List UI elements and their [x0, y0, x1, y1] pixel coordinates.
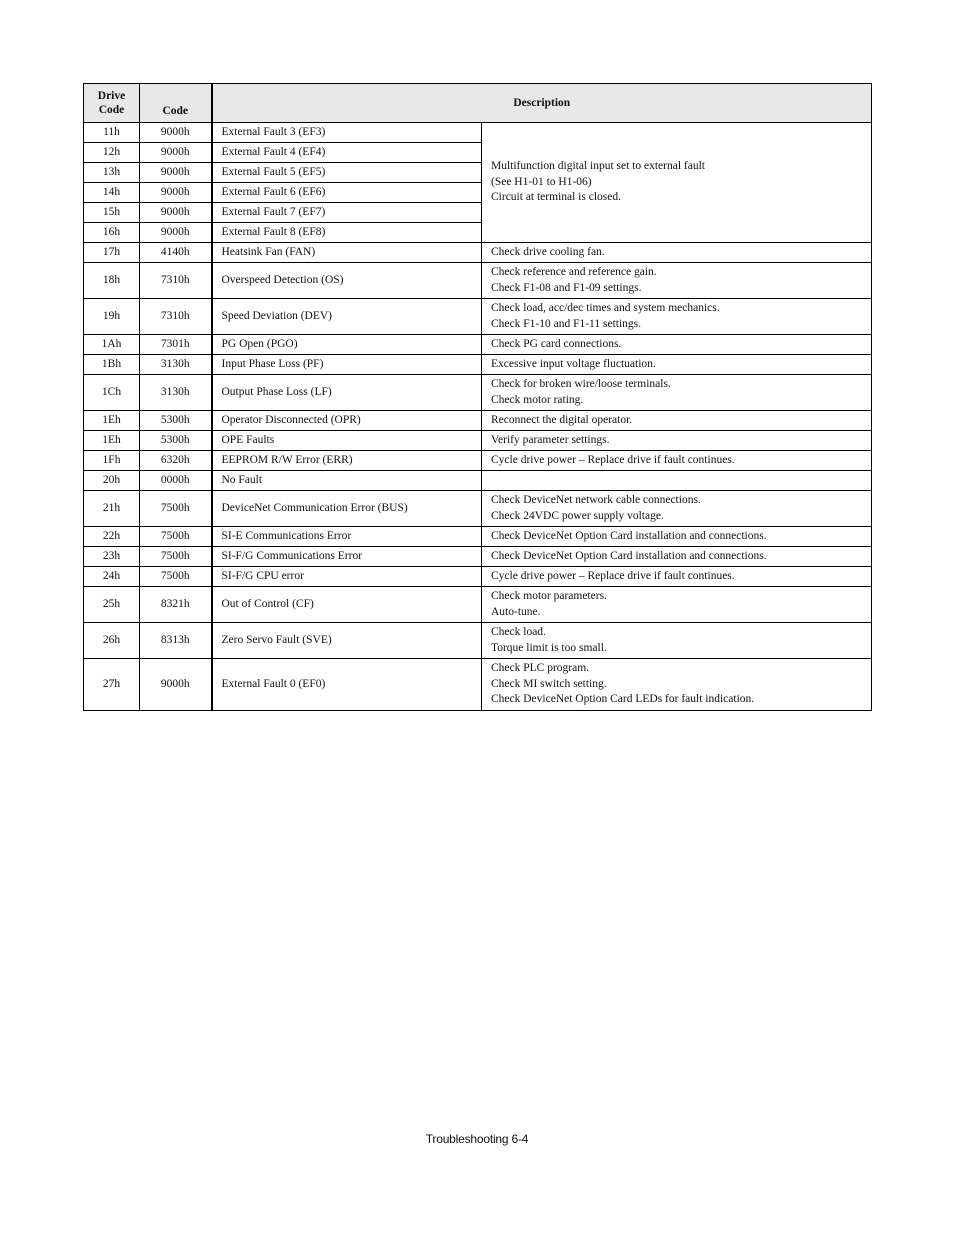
fault-name-cell: Input Phase Loss (PF) [212, 355, 482, 375]
table-row [84, 547, 872, 567]
description-cell: Verify parameter settings. [482, 431, 872, 451]
fault-name-cell: Zero Servo Fault (SVE) [212, 623, 482, 659]
drive-code-cell: 12h [84, 143, 140, 163]
description-cell: Check PLC program. Check MI switch setting. Check DeviceNet Option Card LEDs for fault indication. [482, 659, 872, 711]
code-cell: 5300h [140, 411, 212, 431]
fault-name-cell: SI-F/G Communications Error [212, 547, 482, 567]
description-cell: Cycle drive power – Replace drive if fault continues. [482, 567, 872, 587]
fault-name-cell: OPE Faults [212, 431, 482, 451]
code-cell: 3130h [140, 375, 212, 411]
header-description: Description [212, 84, 872, 123]
table-body [84, 123, 872, 711]
table-row [84, 471, 872, 491]
fault-name-cell: External Fault 7 (EF7) [212, 203, 482, 223]
description-cell: Check DeviceNet network cable connections. Check 24VDC power supply voltage. [482, 491, 872, 527]
description-cell: Cycle drive power – Replace drive if fault continues. [482, 451, 872, 471]
drive-code-cell: 1Eh [84, 411, 140, 431]
fault-code-table [83, 83, 872, 711]
description-cell: Check DeviceNet Option Card installation and connections. [482, 547, 872, 567]
external-fault-description-cell: Multifunction digital input set to external fault (See H1-01 to H1-06) Circuit at terminal is closed. [482, 123, 872, 243]
page-footer: Troubleshooting 6-4 [425, 1132, 529, 1146]
table-row [84, 411, 872, 431]
table-row [84, 659, 872, 711]
fault-name-cell: Operator Disconnected (OPR) [212, 411, 482, 431]
fault-name-cell: PG Open (PGO) [212, 335, 482, 355]
drive-code-cell: 15h [84, 203, 140, 223]
fault-name-cell: Overspeed Detection (OS) [212, 263, 482, 299]
code-cell: 8313h [140, 623, 212, 659]
table-row [84, 355, 872, 375]
table-row [84, 527, 872, 547]
drive-code-cell: 25h [84, 587, 140, 623]
drive-code-cell: 11h [84, 123, 140, 143]
fault-name-cell: External Fault 0 (EF0) [212, 659, 482, 711]
drive-code-cell: 22h [84, 527, 140, 547]
code-cell: 7500h [140, 527, 212, 547]
description-cell: Check for broken wire/loose terminals. Check motor rating. [482, 375, 872, 411]
table-row [84, 567, 872, 587]
drive-code-cell: 16h [84, 223, 140, 243]
code-cell: 9000h [140, 223, 212, 243]
code-cell: 7301h [140, 335, 212, 355]
code-cell: 7500h [140, 491, 212, 527]
table-header-row [84, 84, 872, 123]
code-cell: 9000h [140, 203, 212, 223]
description-cell: Check drive cooling fan. [482, 243, 872, 263]
table-row [84, 335, 872, 355]
fault-name-cell: SI-E Communications Error [212, 527, 482, 547]
fault-name-cell: External Fault 8 (EF8) [212, 223, 482, 243]
code-cell: 8321h [140, 587, 212, 623]
drive-code-cell: 21h [84, 491, 140, 527]
description-cell: Check motor parameters. Auto-tune. [482, 587, 872, 623]
table-row [84, 263, 872, 299]
drive-code-cell: 1Ch [84, 375, 140, 411]
description-cell: Check load. Torque limit is too small. [482, 623, 872, 659]
description-cell: Check DeviceNet Option Card installation and connections. [482, 527, 872, 547]
code-cell: 6320h [140, 451, 212, 471]
fault-name-cell: Speed Deviation (DEV) [212, 299, 482, 335]
table-row [84, 123, 872, 143]
table-row [84, 623, 872, 659]
table-row [84, 375, 872, 411]
code-cell: 9000h [140, 143, 212, 163]
drive-code-cell: 27h [84, 659, 140, 711]
code-cell: 7500h [140, 567, 212, 587]
table-row [84, 491, 872, 527]
table-row [84, 243, 872, 263]
fault-name-cell: Output Phase Loss (LF) [212, 375, 482, 411]
code-cell: 7500h [140, 547, 212, 567]
drive-code-cell: 17h [84, 243, 140, 263]
table-row [84, 431, 872, 451]
code-cell: 5300h [140, 431, 212, 451]
fault-name-cell: Out of Control (CF) [212, 587, 482, 623]
code-cell: 9000h [140, 163, 212, 183]
code-cell: 9000h [140, 183, 212, 203]
fault-name-cell: External Fault 6 (EF6) [212, 183, 482, 203]
drive-code-cell: 23h [84, 547, 140, 567]
code-cell: 7310h [140, 299, 212, 335]
code-cell: 3130h [140, 355, 212, 375]
fault-name-cell: DeviceNet Communication Error (BUS) [212, 491, 482, 527]
fault-name-cell: External Fault 4 (EF4) [212, 143, 482, 163]
description-cell: Reconnect the digital operator. [482, 411, 872, 431]
drive-code-cell: 20h [84, 471, 140, 491]
drive-code-cell: 26h [84, 623, 140, 659]
drive-code-cell: 1Fh [84, 451, 140, 471]
drive-code-cell: 19h [84, 299, 140, 335]
fault-name-cell: SI-F/G CPU error [212, 567, 482, 587]
code-cell: 9000h [140, 659, 212, 711]
drive-code-cell: 14h [84, 183, 140, 203]
fault-name-cell: Heatsink Fan (FAN) [212, 243, 482, 263]
drive-code-cell: 18h [84, 263, 140, 299]
fault-name-cell: External Fault 3 (EF3) [212, 123, 482, 143]
code-cell: 7310h [140, 263, 212, 299]
header-drive-code: Drive Code [84, 84, 140, 123]
description-cell [482, 471, 872, 491]
description-cell: Excessive input voltage fluctuation. [482, 355, 872, 375]
table-row [84, 587, 872, 623]
drive-code-cell: 1Eh [84, 431, 140, 451]
drive-code-cell: 24h [84, 567, 140, 587]
description-cell: Check load, acc/dec times and system mechanics. Check F1-10 and F1-11 settings. [482, 299, 872, 335]
header-code: Code [140, 84, 212, 123]
drive-code-cell: 13h [84, 163, 140, 183]
description-cell: Check reference and reference gain. Check F1-08 and F1-09 settings. [482, 263, 872, 299]
code-cell: 0000h [140, 471, 212, 491]
table-row [84, 299, 872, 335]
code-cell: 9000h [140, 123, 212, 143]
code-cell: 4140h [140, 243, 212, 263]
description-cell: Check PG card connections. [482, 335, 872, 355]
table-row [84, 451, 872, 471]
fault-name-cell: External Fault 5 (EF5) [212, 163, 482, 183]
drive-code-cell: 1Ah [84, 335, 140, 355]
fault-name-cell: No Fault [212, 471, 482, 491]
drive-code-cell: 1Bh [84, 355, 140, 375]
fault-name-cell: EEPROM R/W Error (ERR) [212, 451, 482, 471]
